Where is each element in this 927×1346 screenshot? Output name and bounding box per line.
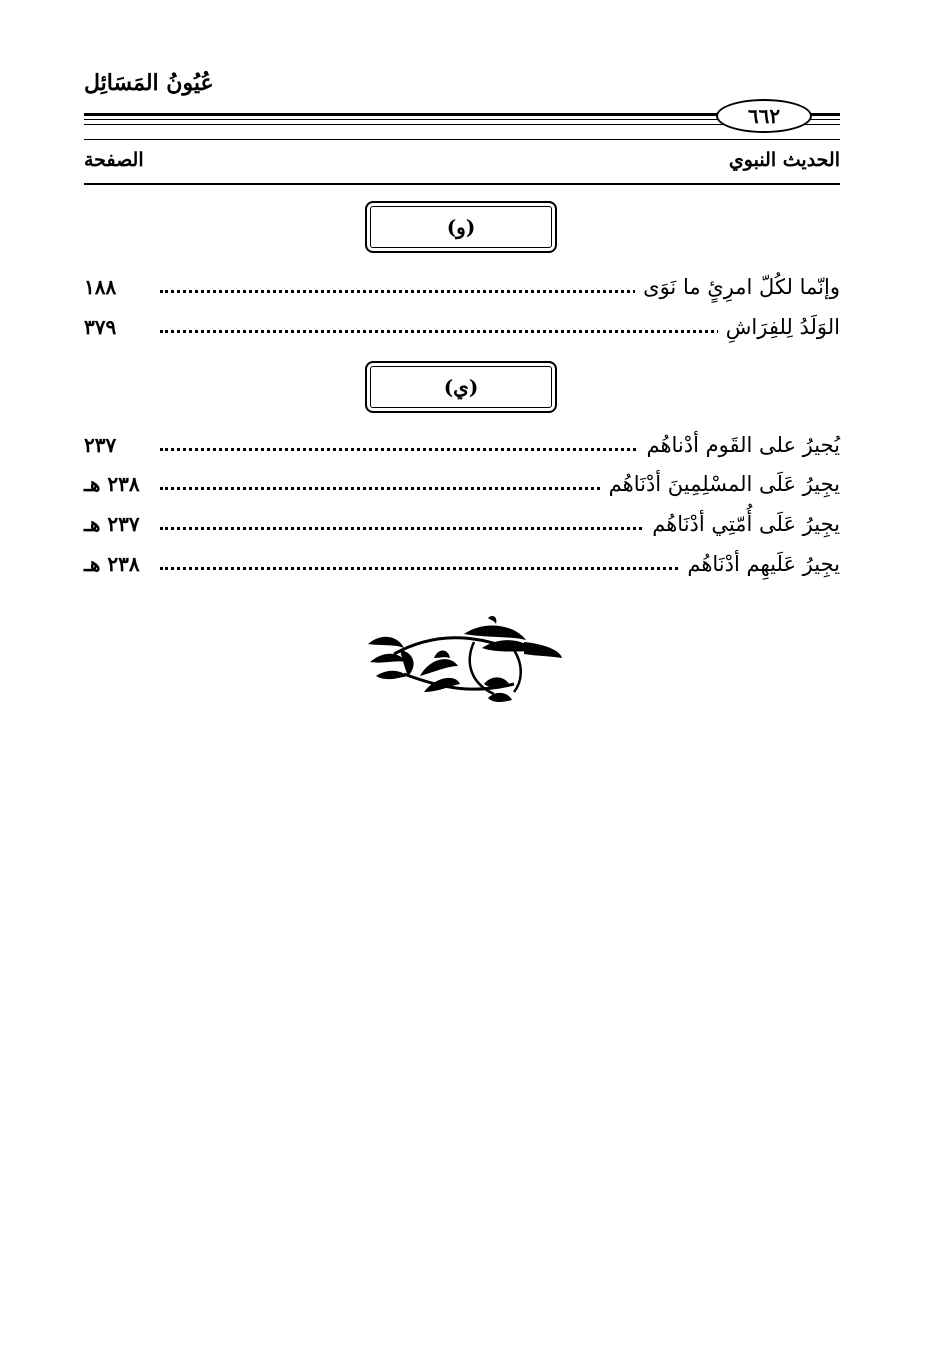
- entry-page: ١٨٨: [84, 270, 158, 304]
- entry-text: وإنّما لكُلّ امرِئٍ ما نَوَى: [635, 270, 840, 304]
- entry-page: ٢٣٧ هـ: [84, 507, 158, 541]
- book-title: عُيُونُ المَسَائِل: [84, 70, 214, 96]
- section-letter: (ي): [443, 375, 479, 399]
- column-header-rule: [84, 139, 840, 140]
- entry-text: يجِيرُ عَلَى المسْلِمِينَ أدْنَاهُم: [601, 467, 840, 501]
- entry-page: ٢٣٨ هـ: [84, 467, 158, 501]
- index-entry: [84, 428, 840, 462]
- column-heading-page: الصفحة: [84, 149, 144, 171]
- index-entry: [84, 310, 840, 344]
- index-entry: [84, 547, 840, 581]
- section-header-waw: [365, 201, 557, 253]
- index-entry: [84, 467, 840, 501]
- entry-text: يجِيرُ عَلَى أُمّتِي أدْنَاهُم: [644, 507, 840, 541]
- entry-page: ٢٣٧: [84, 428, 158, 462]
- floral-ornament-icon: [364, 614, 564, 710]
- column-header-rule: [84, 183, 840, 185]
- column-heading-hadith: الحديث النبوي: [728, 149, 840, 171]
- page-number: ٦٦٢: [716, 99, 812, 133]
- entry-text: الوَلَدُ لِلفِرَاشِ: [718, 310, 840, 344]
- section-header-ya: [365, 361, 557, 413]
- index-entry: [84, 270, 840, 304]
- entry-text: يجِيرُ عَلَيهِم أدْنَاهُم: [679, 547, 840, 581]
- entry-page: ٣٧٩: [84, 310, 158, 344]
- entry-text: يُجيرُ على القَوم أدْناهُم: [638, 428, 840, 462]
- section-letter: (و): [446, 215, 476, 239]
- entry-page: ٢٣٨ هـ: [84, 547, 158, 581]
- index-entry: [84, 507, 840, 541]
